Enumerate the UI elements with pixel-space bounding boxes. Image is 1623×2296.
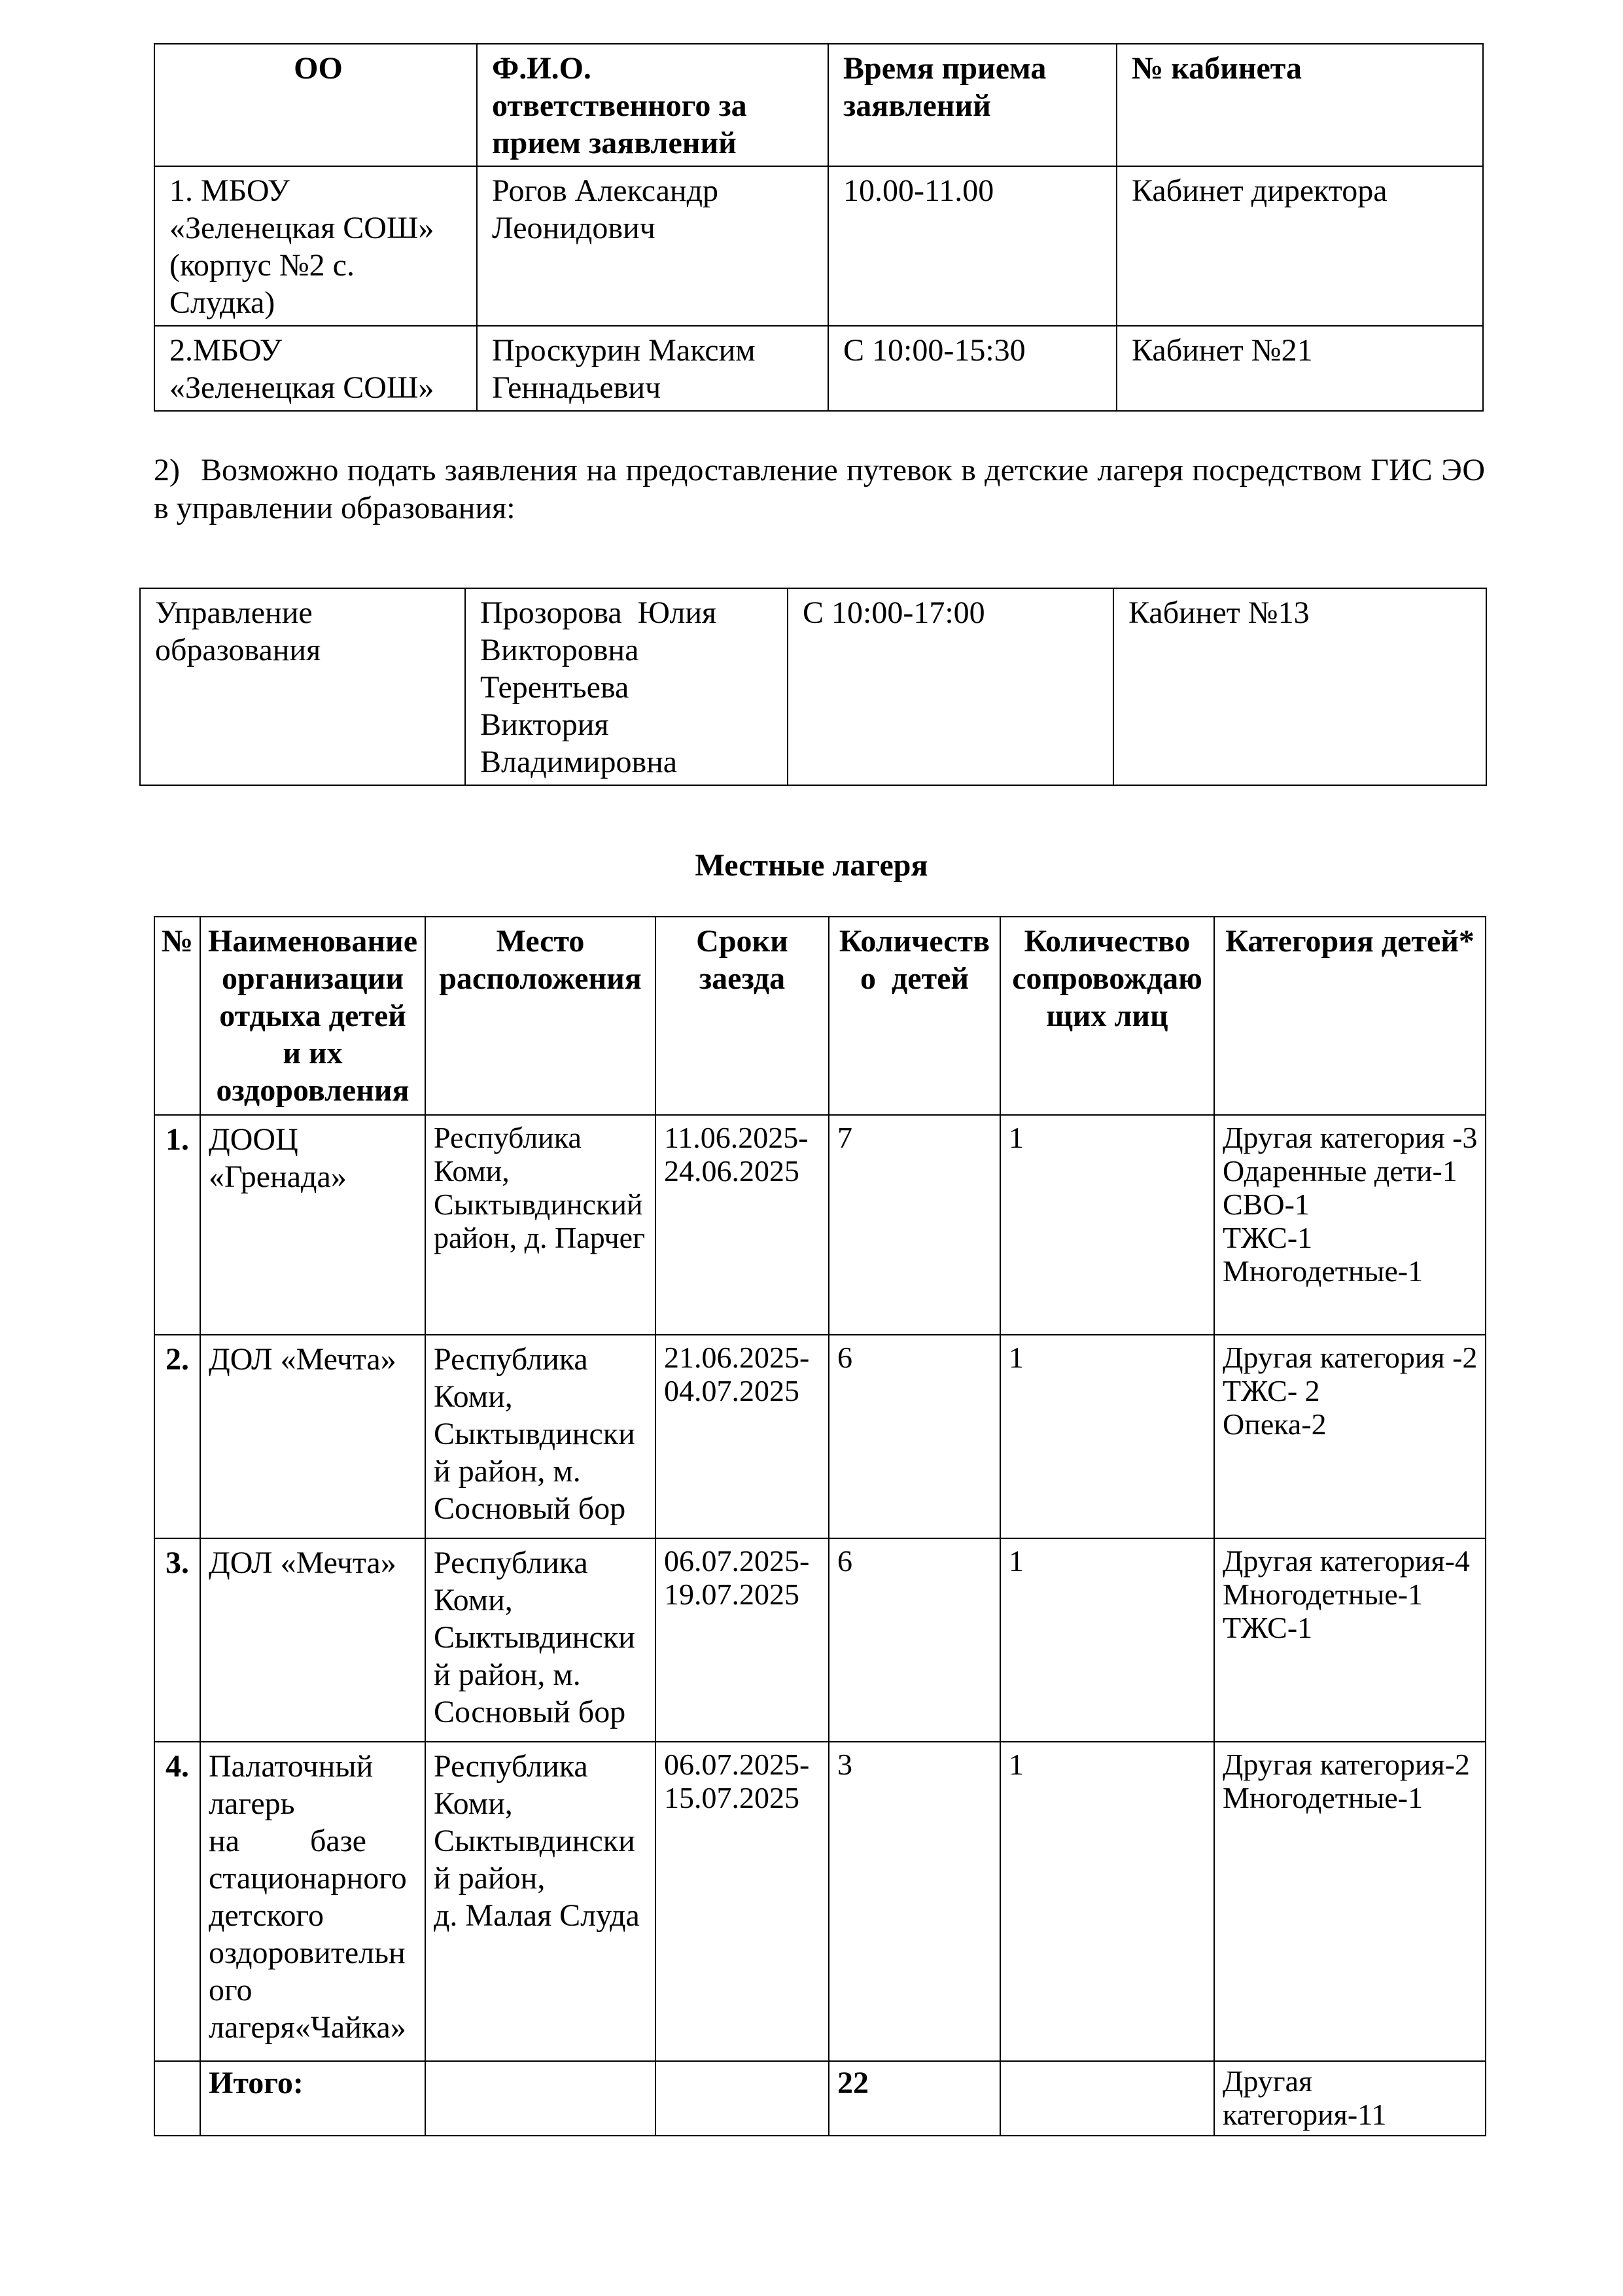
- row-number: 1.: [154, 1115, 200, 1335]
- table-row: [154, 326, 1483, 411]
- paragraph-2: [154, 451, 1485, 527]
- person-cell: Проскурин Максим Геннадьевич: [477, 326, 828, 411]
- location-cell: Республика Коми, Сыктывдински й район, м. Сосновый бор: [425, 1335, 655, 1538]
- dates-cell: 21.06.2025- 04.07.2025: [655, 1335, 829, 1538]
- person-cell: Рогов Александр Леонидович: [477, 166, 828, 326]
- header-name: Наименование организации отдыха детей и их оздоровления: [200, 917, 425, 1115]
- header-category: Категория детей*: [1214, 917, 1486, 1115]
- header-location: Место расположения: [425, 917, 655, 1115]
- camp-name-cell: Палаточный лагерь на базе стационарного детского оздоровительн ого лагеря«Чайка»: [200, 1742, 425, 2061]
- time-cell: 10.00-11.00: [828, 166, 1117, 326]
- table-row: [154, 1742, 1486, 2061]
- org-cell: Управление образования: [140, 588, 465, 785]
- total-children-count: 22: [829, 2061, 1000, 2136]
- escorts-count-cell: 1: [1000, 1742, 1214, 2061]
- dates-cell: 06.07.2025- 19.07.2025: [655, 1538, 829, 1742]
- persons-cell: Прозорова Юлия Викторовна Терентьева Виктория Владимировна: [465, 588, 788, 785]
- header-fio: Ф.И.О. ответственного за прием заявлений: [477, 44, 828, 166]
- children-count-cell: 3: [829, 1742, 1000, 2061]
- camp-name-cell: ДООЦ «Гренада»: [200, 1115, 425, 1335]
- row-number: 3.: [154, 1538, 200, 1742]
- category-cell: Другая категория-4 Многодетные-1 ТЖС-1: [1214, 1538, 1486, 1742]
- table-row: [154, 166, 1483, 326]
- room-cell: Кабинет №13: [1113, 588, 1486, 785]
- education-department-table: [139, 588, 1487, 786]
- children-count-cell: 7: [829, 1115, 1000, 1335]
- total-row: [154, 2061, 1486, 2136]
- time-cell: С 10:00-15:30: [828, 326, 1117, 411]
- header-oo: ОО: [154, 44, 477, 166]
- org-cell: 2.МБОУ «Зеленецкая СОШ»: [154, 326, 477, 411]
- table-row: [154, 1335, 1486, 1538]
- table-header-row: [154, 917, 1486, 1115]
- camp-name-cell: ДОЛ «Мечта»: [200, 1538, 425, 1742]
- escorts-count-cell: 1: [1000, 1115, 1214, 1335]
- location-cell: Республика Коми, Сыктывдинский район, д. Парчег: [425, 1115, 655, 1335]
- children-count-cell: 6: [829, 1335, 1000, 1538]
- section-title: Местные лагеря: [695, 848, 928, 883]
- table-row: [154, 1115, 1486, 1335]
- row-number: 2.: [154, 1335, 200, 1538]
- dates-cell: 06.07.2025- 15.07.2025: [655, 1742, 829, 2061]
- total-category: Другая категория-11: [1214, 2061, 1486, 2136]
- header-children: Количеств о детей: [829, 917, 1000, 1115]
- header-escorts: Количество сопровождаю щих лиц: [1000, 917, 1214, 1115]
- location-cell: Республика Коми, Сыктывдински й район, м. Сосновый бор: [425, 1538, 655, 1742]
- total-location-cell: [425, 2061, 655, 2136]
- paragraph-number: 2): [154, 453, 180, 487]
- header-room: № кабинета: [1117, 44, 1483, 166]
- org-cell: 1. МБОУ «Зеленецкая СОШ» (корпус №2 с. Слудка): [154, 166, 477, 326]
- room-cell: Кабинет директора: [1117, 166, 1483, 326]
- total-dates-cell: [655, 2061, 829, 2136]
- total-num-cell: [154, 2061, 200, 2136]
- children-count-cell: 6: [829, 1538, 1000, 1742]
- category-cell: Другая категория -2 ТЖС- 2 Опека-2: [1214, 1335, 1486, 1538]
- location-cell: Республика Коми, Сыктывдински й район, д. Малая Слуда: [425, 1742, 655, 2061]
- total-label: Итого:: [200, 2061, 425, 2136]
- responsible-persons-table: [154, 43, 1484, 412]
- category-cell: Другая категория-2 Многодетные-1: [1214, 1742, 1486, 2061]
- escorts-count-cell: 1: [1000, 1538, 1214, 1742]
- header-dates: Сроки заезда: [655, 917, 829, 1115]
- local-camps-table: [154, 916, 1486, 2136]
- table-header-row: [154, 44, 1483, 166]
- table-row: [140, 588, 1486, 785]
- camp-name-cell: ДОЛ «Мечта»: [200, 1335, 425, 1538]
- dates-cell: 11.06.2025- 24.06.2025: [655, 1115, 829, 1335]
- header-time: Время приема заявлений: [828, 44, 1117, 166]
- table-row: [154, 1538, 1486, 1742]
- paragraph-text: Возможно подать заявления на предоставление путевок в детские лагеря посредством ГИС ЭО в управлении образования:: [154, 453, 1485, 525]
- header-num: №: [154, 917, 200, 1115]
- time-cell: С 10:00-17:00: [788, 588, 1113, 785]
- escorts-count-cell: 1: [1000, 1335, 1214, 1538]
- row-number: 4.: [154, 1742, 200, 2061]
- category-cell: Другая категория -3 Одаренные дети-1 СВО-1 ТЖС-1 Многодетные-1: [1214, 1115, 1486, 1335]
- total-escorts-cell: [1000, 2061, 1214, 2136]
- room-cell: Кабинет №21: [1117, 326, 1483, 411]
